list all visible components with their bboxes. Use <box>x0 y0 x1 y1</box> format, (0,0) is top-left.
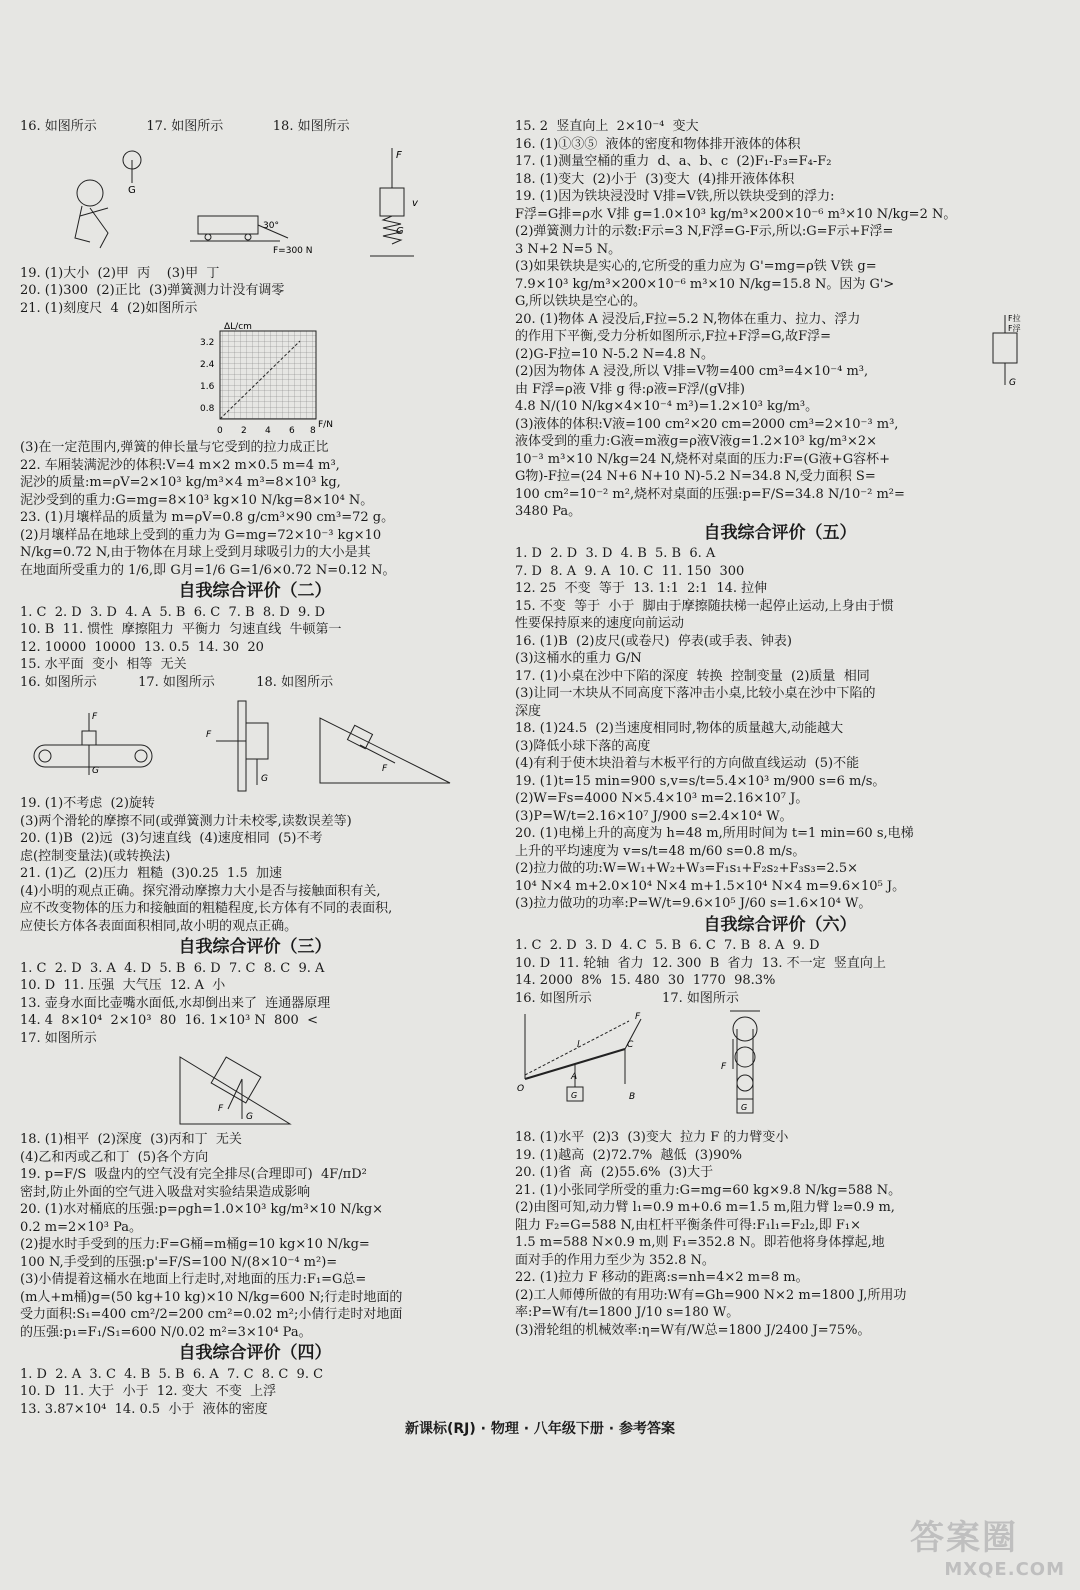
fig-label: G <box>261 774 268 784</box>
text-line: (2)工人师傅所做的有用功:W有=Gh=900 N×2 m=1800 J,所用功 <box>515 1287 907 1303</box>
text-line: 3 N+2 N=5 N。 <box>515 241 622 257</box>
fig-label: F <box>92 712 98 722</box>
y-tick: 1.6 <box>200 382 215 392</box>
text-line: 应使长方体各表面面积相同,故小明的观点正确。 <box>20 918 298 934</box>
text-line: 13. 壶身水面比壶嘴水面低,水却倒出来了 连通器原理 <box>20 995 331 1011</box>
text-line: 1.5 m=588 N×0.9 m,则 F₁=352.8 N。即若他将身体撑起,地 <box>515 1235 885 1250</box>
right-column <box>515 118 1045 1339</box>
text-line: (3)如果铁块是实心的,它所受的重力应为 G'=mg=ρ铁 V铁 g= <box>515 259 877 274</box>
x-tick: 8 <box>310 426 316 436</box>
text-line: 泥沙的质量:m=ρV=2×10³ kg/m³×4 m³=8×10³ kg, <box>20 475 341 490</box>
y-tick: 3.2 <box>200 338 215 348</box>
fig-label: F浮 <box>1008 323 1021 333</box>
text-line: (3)让同一木块从不同高度下落冲击小桌,比较小桌在沙中下陷的 <box>515 686 876 701</box>
text-line: (4)小明的观点正确。探究滑动摩擦力大小是否与接触面积有关, <box>20 883 381 899</box>
figures-eval2 <box>20 693 480 793</box>
text-line: 虑(控制变量法)(或转换法) <box>20 848 171 864</box>
text-line: 15. 不变 等于 小于 脚由于摩擦随扶梯一起停止运动,上身由于惯 <box>515 598 894 614</box>
text-line: 0.2 m=2×10³ Pa。 <box>20 1219 142 1235</box>
text-line: 21. (1)刻度尺 4 (2)如图所示 <box>20 300 198 316</box>
text-line: 18. (1)变大 (2)小于 (3)变大 (4)排开液体体积 <box>515 171 795 187</box>
figure-17 <box>190 216 313 256</box>
conveyor-figure <box>34 712 152 776</box>
fig-label: G <box>571 1091 578 1100</box>
text-line: (2)提水时手受到的压力:F=G桶=m桶g=10 kg×10 N/kg= <box>20 1237 370 1252</box>
text-line: 1. D 2. A 3. C 4. B 5. B 6. A 7. C 8. C 9. C <box>20 1366 324 1382</box>
figures-eval6 <box>515 1009 1035 1127</box>
fig-label: G <box>92 766 99 776</box>
text-line: (2)月壤样品在地球上受到的重力为 G=mg=72×10⁻³ kg×10 <box>20 527 382 543</box>
fig-label: v <box>412 197 418 209</box>
text-line: 14. 4 8×10⁴ 2×10³ 80 16. 1×10³ N 800 < <box>20 1013 318 1028</box>
text-line: 21. (1)乙 (2)压力 粗糙 (3)0.25 1.5 加速 <box>20 866 282 881</box>
text-line: 3480 Pa。 <box>515 504 582 519</box>
fig-label: G <box>246 1112 253 1122</box>
watermark-logo <box>910 1510 1065 1580</box>
text-line: 15. 2 竖直向上 2×10⁻⁴ 变大 <box>515 119 699 134</box>
left-column <box>20 118 490 1418</box>
fig-label: B <box>629 1092 636 1102</box>
text-line: 10. D 11. 轮轴 省力 12. 300 B 省力 13. 不一定 竖直向上 <box>515 955 886 971</box>
text-line: (3)P=W/t=2.16×10⁷ J/900 s=2.4×10⁴ W。 <box>515 808 793 824</box>
text-line: 20. (1)B (2)远 (3)匀速直线 (4)速度相同 (5)不考 <box>20 831 323 846</box>
text-line: G,所以铁块是空心的。 <box>515 294 647 309</box>
text-line: 16. (1)B (2)皮尺(或卷尺) 停表(或手表、钟表) <box>515 633 793 649</box>
fig-label: O <box>517 1084 525 1094</box>
text-line: 21. (1)小张同学所受的重力:G=mg=60 kg×9.8 N/kg=588 N。 <box>515 1182 902 1198</box>
q20-block <box>515 311 1045 399</box>
text-line: 深度 <box>515 703 542 719</box>
figure-q20 <box>975 311 1035 391</box>
text-line: 17. 如图所示 <box>20 1030 97 1046</box>
text-line: 12. 25 不变 等于 13. 1:1 2:1 14. 拉伸 <box>515 581 768 596</box>
x-tick: 2 <box>241 426 247 436</box>
text-line: (3)液体的体积:V液=100 cm²×20 cm=2000 cm³=2×10⁻³ m³, <box>515 416 899 432</box>
fig-label: G <box>1009 377 1016 388</box>
text-line: 22. 车厢装满泥沙的体积:V=4 m×2 m×0.5 m=4 m³, <box>20 457 340 473</box>
text-line: 应不改变物体的压力和接触面的粗糙程度,长方体有不同的表面积, <box>20 901 393 916</box>
fig-label: C <box>627 1040 634 1050</box>
fig-label: A <box>571 1072 578 1082</box>
spring-graph <box>20 319 480 437</box>
text-line: 阻力 F₂=G=588 N,由杠杆平衡条件可得:F₁l₁=F₂l₂,即 F₁× <box>515 1217 862 1233</box>
text-line: 性要保持原来的速度向前运动 <box>515 616 685 631</box>
text-line: 19. (1)t=15 min=900 s,v=s/t=5.4×10³ m/900 s=6 m/s。 <box>515 773 886 789</box>
fig-label: F <box>382 764 388 774</box>
wall-figure <box>206 701 268 791</box>
fig-label: F <box>635 1012 641 1022</box>
text-line: (2)拉力做的功:W=W₁+W₂+W₃=F₁s₁+F₂s₂+F₃s₃=2.5× <box>515 861 859 876</box>
text-line: (4)有利于使木块沿着与木板平行的方向做直线运动 (5)不能 <box>515 756 860 771</box>
graph-ylabel: ΔL/cm <box>224 322 252 332</box>
text-line: (3)这桶水的重力 G/N <box>515 651 642 666</box>
text-line: 19. (1)不考虑 (2)旋转 <box>20 796 155 811</box>
graph-xlabel: F/N <box>318 420 333 430</box>
text-line: 泥沙受到的重力:G=mg=8×10³ kg×10 N/kg=8×10⁴ N。 <box>20 492 374 508</box>
text-line: 20. (1)省 高 (2)55.6% (3)大于 <box>515 1165 714 1180</box>
section-heading: 自我综合评价（四） <box>178 1343 332 1363</box>
text-line: 20. (1)电梯上升的高度为 h=48 m,所用时间为 t=1 min=60 s,电梯 <box>515 826 914 841</box>
text-line: 受力面积:S₁=400 cm²/2=200 cm²=0.02 m²;小倩行走时对地面 <box>20 1307 403 1322</box>
text-line: 7.9×10³ kg/m³×200×10⁻⁶ m³×10 N/kg=15.8 N。因为 G'> <box>515 276 895 292</box>
text-line: 18. (1)24.5 (2)当速度相同时,物体的质量越大,动能越大 <box>515 721 844 736</box>
text-line: 19. p=F/S 吸盘内的空气没有完全排尽(合理即可) 4F/πD² <box>20 1167 367 1182</box>
text-line: 20. (1)物体 A 浸没后,F拉=5.2 N,物体在重力、拉力、浮力 <box>515 311 861 327</box>
x-tick: 6 <box>289 426 295 436</box>
text-line: F浮=G排=ρ水 V排 g=1.0×10³ kg/m³×200×10⁻⁶ m³×10 N/kg=2 N。 <box>515 206 957 222</box>
section-heading: 自我综合评价（二） <box>178 581 332 601</box>
text-line: 10. D 11. 压强 大气压 12. A 小 <box>20 978 226 993</box>
figure-18 <box>370 148 419 256</box>
text-line: 15. 水平面 变小 相等 无关 <box>20 657 187 672</box>
fig-label: G <box>396 225 404 237</box>
text-line: 16. 如图所示 17. 如图所示 18. 如图所示 <box>20 674 334 690</box>
text-line: (3)在一定范围内,弹簧的伸长量与它受到的拉力成正比 <box>20 440 329 455</box>
text-line: (m人+m桶)g=(50 kg+10 kg)×10 N/kg=600 N;行走时地面的 <box>20 1289 403 1305</box>
fig-label: l <box>577 1040 580 1050</box>
text-line: 10. D 11. 大于 小于 12. 变大 不变 上浮 <box>20 1384 277 1399</box>
text-line: 率:P=W有/t=1800 J/10 s=180 W。 <box>515 1305 740 1320</box>
watermark-url: MXQE.COM <box>944 1559 1065 1580</box>
text-line: 由 F浮=ρ液 V排 g 得:ρ液=F浮/(gV排) <box>515 381 745 397</box>
fig-label: F <box>396 149 402 161</box>
pulley-figure <box>721 1011 760 1113</box>
text-line: 10. B 11. 惯性 摩擦阻力 平衡力 匀速直线 牛顿第一 <box>20 622 342 637</box>
text-line: 的作用下平衡,受力分析如图所示,F拉+F浮=G,故F浮= <box>515 329 832 344</box>
text-line: (2)因为物体 A 浸没,所以 V排=V物=400 cm³=4×10⁻⁴ m³, <box>515 364 869 379</box>
text-line: 16. 如图所示 17. 如图所示 18. 如图所示 <box>20 119 350 134</box>
figure-16 <box>75 151 141 248</box>
text-line: (3)小倩提着这桶水在地面上行走时,对地面的压力:F₁=G总= <box>20 1272 367 1287</box>
text-line: 23. (1)月壤样品的质量为 m=ρV=0.8 g/cm³×90 cm³=72 g。 <box>20 510 395 525</box>
section-heading: 自我综合评价（六） <box>703 914 857 935</box>
text-line: 100 cm²=10⁻² m²,烧杯对桌面的压强:p=F/S=34.8 N/10⁻² m²= <box>515 486 905 502</box>
lever-figure <box>517 1012 641 1102</box>
text-line: 在地面所受重力的 1/6,即 G月=1/6 G=1/6×0.72 N=0.12 N。 <box>20 562 396 578</box>
x-tick: 0 <box>217 426 223 436</box>
text-line: 19. (1)大小 (2)甲 丙 (3)甲 丁 <box>20 265 220 281</box>
text-line: 1. C 2. D 3. D 4. C 5. B 6. C 7. B 8. A 9. D <box>515 938 820 953</box>
text-line: 20. (1)水对桶底的压强:p=ρgh=1.0×10³ kg/m³×10 N/kg× <box>20 1202 384 1217</box>
text-line: (2)由图可知,动力臂 l₁=0.9 m+0.6 m=1.5 m,阻力臂 l₂=0.9 m, <box>515 1200 895 1215</box>
text-line: 19. (1)因为铁块浸没时 V排=V铁,所以铁块受到的浮力: <box>515 189 835 204</box>
text-line: (2)弹簧测力计的示数:F示=3 N,F浮=G-F示,所以:G=F示+F浮= <box>515 224 894 239</box>
y-tick: 2.4 <box>200 360 215 370</box>
section-heading: 自我综合评价（五） <box>703 522 857 543</box>
y-tick: 0.8 <box>200 404 215 414</box>
text-line: (3)拉力做功的功率:P=W/t=9.6×10⁵ J/60 s=1.6×10⁴ W。 <box>515 896 872 911</box>
text-line: (2)W=Fs=4000 N×5.4×10³ m=2.16×10⁷ J。 <box>515 791 809 806</box>
fig-label: F <box>721 1062 727 1072</box>
watermark-text: 答案圈 <box>910 1518 1018 1558</box>
text-line: 10⁴ N×4 m+2.0×10⁴ N×4 m+1.5×10⁴ N×4 m=9.6×10⁵ J。 <box>515 878 906 894</box>
text-line: 1. C 2. D 3. D 4. A 5. B 6. C 7. B 8. D 9. D <box>20 604 326 620</box>
text-line: (3)降低小球下落的高度 <box>515 738 651 754</box>
text-line: 14. 2000 8% 15. 480 30 1770 98.3% <box>515 973 776 988</box>
text-line: 密封,防止外面的空气进入吸盘对实验结果造成影响 <box>20 1184 311 1200</box>
text-line: (3)两个滑轮的摩擦不同(或弹簧测力计未校零,读数误差等) <box>20 813 352 829</box>
fig-label: G <box>128 184 136 196</box>
fig-label: F <box>218 1104 224 1114</box>
text-line: (2)G-F拉=10 N-5.2 N=4.8 N。 <box>515 346 715 362</box>
text-line: 4.8 N/(10 N/kg×4×10⁻⁴ m³)=1.2×10³ kg/m³。 <box>515 399 819 414</box>
text-line: 1. C 2. D 3. A 4. D 5. B 6. D 7. C 8. C 9. A <box>20 960 325 976</box>
text-line: 的压强:p₁=F₁/S₁=600 N/0.02 m²=3×10⁴ Pa。 <box>20 1324 312 1340</box>
text-line: 17. (1)测量空桶的重力 d、a、b、c (2)F₁-F₃=F₄-F₂ <box>515 154 832 169</box>
page-footer: 新课标(RJ) · 物理 · 八年级下册 · 参考答案 <box>405 1421 675 1437</box>
fig-label: F=300 N <box>273 245 313 256</box>
fig-label: 30° <box>263 220 279 231</box>
text-line: 7. D 8. A 9. A 10. C 11. 150 300 <box>515 563 745 579</box>
incline-figure <box>320 718 450 783</box>
section-heading: 自我综合评价（三） <box>178 937 332 957</box>
text-line: 100 N,手受到的压强:p'=F/S=100 N/(8×10⁻⁴ m²)= <box>20 1254 338 1270</box>
x-tick: 4 <box>265 426 271 436</box>
text-line: 13. 3.87×10⁴ 14. 0.5 小于 液体的密度 <box>20 1401 268 1417</box>
text-line: 22. (1)拉力 F 移动的距离:s=nh=4×2 m=8 m。 <box>515 1270 809 1285</box>
text-line: 上升的平均速度为 v=s/t=48 m/60 s=0.8 m/s。 <box>515 843 806 859</box>
text-line: G物)-F拉=(24 N+6 N+10 N)-5.2 N=34.8 N,受力面积 S= <box>515 469 876 484</box>
text-line: 16. 如图所示 17. 如图所示 <box>515 990 739 1006</box>
figure-eval3-17 <box>20 1049 480 1129</box>
text-line: 18. (1)相平 (2)深度 (3)丙和丁 无关 <box>20 1132 242 1147</box>
text-line: 面对手的作用力至少为 352.8 N。 <box>515 1252 715 1268</box>
text-line: 液体受到的重力:G液=m液g=ρ液V液g=1.2×10³ kg/m³×2× <box>515 434 878 449</box>
text-line: 1. D 2. D 3. D 4. B 5. B 6. A <box>515 546 716 561</box>
text-line: 18. (1)水平 (2)3 (3)变大 拉力 F 的力臂变小 <box>515 1130 789 1145</box>
text-line: 17. (1)小桌在沙中下陷的深度 转换 控制变量 (2)质量 相同 <box>515 668 870 684</box>
text-line: (3)滑轮组的机械效率:η=W有/W总=1800 J/2400 J=75%。 <box>515 1322 871 1338</box>
text-line: N/kg=0.72 N,由于物体在月球上受到月球吸引力的大小是其 <box>20 545 371 560</box>
text-line: 16. (1)①③⑤ 液体的密度和物体排开液体的体积 <box>515 136 801 152</box>
text-line: (4)乙和丙或乙和丁 (5)各个方向 <box>20 1149 209 1165</box>
fig-label: G <box>741 1103 748 1112</box>
text-line: 12. 10000 10000 13. 0.5 14. 30 20 <box>20 639 264 655</box>
text-line: 20. (1)300 (2)正比 (3)弹簧测力计没有调零 <box>20 283 285 298</box>
fig-label: F拉 <box>1008 313 1021 323</box>
fig-label: F <box>206 730 212 740</box>
text-line: 19. (1)越高 (2)72.7% 越低 (3)90% <box>515 1147 743 1163</box>
figures-16-18 <box>20 138 480 263</box>
text-line: 10⁻³ m³×10 N/kg=24 N,烧杯对桌面的压力:F=(G液+G容杯+ <box>515 451 890 467</box>
